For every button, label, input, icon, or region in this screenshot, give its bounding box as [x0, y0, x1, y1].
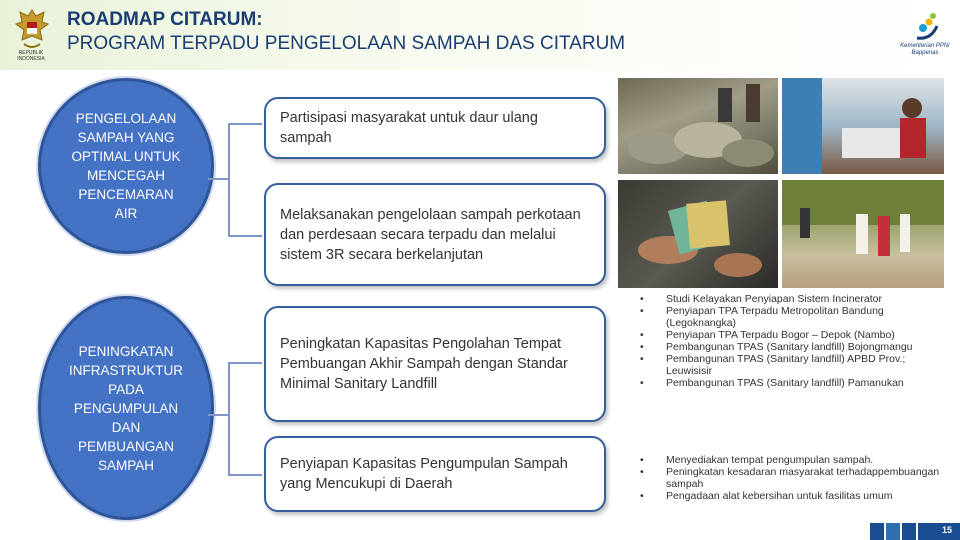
- photo-waste-sacks: [618, 78, 778, 174]
- footer-square: [902, 523, 916, 540]
- footer-square: [886, 523, 900, 540]
- connector-bracket-top: [228, 123, 262, 237]
- list-item: • Penyiapan TPA Terpadu Bogor – Depok (Nambo): [640, 329, 950, 341]
- strategy-box-3r: [264, 183, 606, 286]
- strategy-box-text: Partisipasi masyarakat untuk daur ulang sampah: [280, 110, 538, 146]
- landfill-project-list: [640, 293, 950, 389]
- collection-action-list: [640, 454, 950, 502]
- page-subtitle: PROGRAM TERPADU PENGELOLAAN SAMPAH DAS CITARUM: [67, 33, 626, 54]
- strategy-box-participation: [264, 97, 606, 159]
- list-item: • Pembangunan TPAS (Sanitary landfill) Bojongmangu: [640, 341, 950, 353]
- footer-bar: [918, 523, 960, 540]
- strategy-box-landfill: [264, 306, 606, 422]
- bappenas-logo-caption: Kementerian PPN/ Bappenas: [900, 43, 950, 56]
- strategy-box-text: Melaksanakan pengelolaan sampah perkotaan dan perdesaan secara terpadu dan melalui sistem 3R secara berkelanjutan: [280, 206, 581, 263]
- garuda-emblem-icon: [14, 6, 50, 54]
- page-number: 15: [941, 525, 952, 535]
- list-item: • Pengadaan alat kebersihan untuk fasilitas umum: [640, 490, 950, 502]
- list-item: • Menyediakan tempat pengumpulan sampah.: [640, 454, 950, 466]
- photo-hands-cards: [618, 180, 778, 288]
- connector-bracket-bottom: [228, 362, 262, 476]
- connector-stub-top: [208, 178, 228, 180]
- footer-square: [870, 523, 884, 540]
- list-item: • Studi Kelayakan Penyiapan Sistem Incinerator: [640, 293, 950, 305]
- photo-recording-activity: [782, 78, 944, 174]
- list-item: • Peningkatan kesadaran masyarakat terhadappembuangan sampah: [640, 466, 950, 490]
- goal-circle-label: PENGELOLAAN SAMPAH YANG OPTIMAL UNTUK MENCEGAH PENCEMARAN AIR: [71, 111, 181, 221]
- strategy-box-collection: [264, 436, 606, 512]
- list-item: • Pembangunan TPAS (Sanitary landfill) Pamanukan: [640, 377, 950, 389]
- strategy-box-text: Peningkatan Kapasitas Pengolahan Tempat Pembuangan Akhir Sampah dengan Standar Minimal Sanitary Landfill: [280, 336, 568, 392]
- goal-circle-waste-management: [38, 78, 214, 254]
- emblem-caption: REPUBLIK INDONESIA: [17, 50, 45, 62]
- connector-stub-bottom: [208, 414, 228, 416]
- strategy-box-text: Penyiapan Kapasitas Pengumpulan Sampah yang Mencukupi di Daerah: [280, 456, 568, 492]
- photo-village-road: [782, 180, 944, 288]
- header-banner: [0, 0, 960, 70]
- page-title: ROADMAP CITARUM:: [67, 9, 263, 30]
- list-item: • Pembangunan TPAS (Sanitary landfill) APBD Prov.; Leuwisisir: [640, 353, 950, 377]
- goal-circle-infrastructure: [38, 296, 214, 520]
- goal-circle-label: PENINGKATAN INFRASTRUKTUR PADA PENGUMPULAN DAN PEMBUANGAN SAMPAH: [69, 343, 183, 473]
- list-item: • Penyiapan TPA Terpadu Metropolitan Bandung (Legoknangka): [640, 305, 950, 329]
